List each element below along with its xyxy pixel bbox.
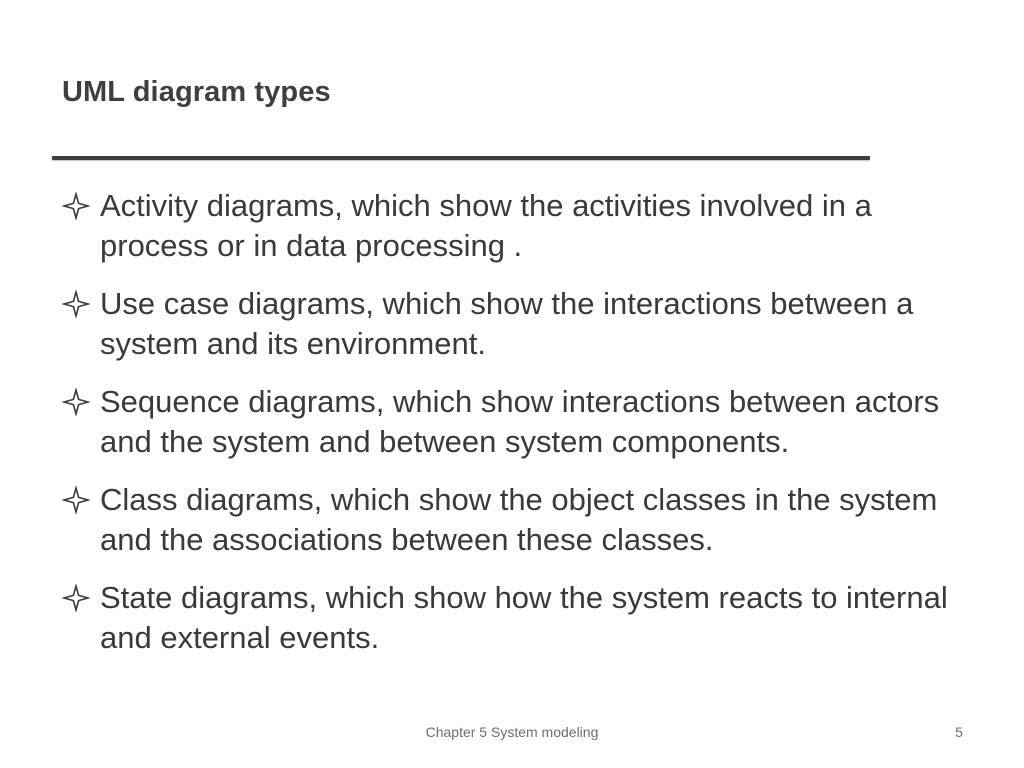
bullet-text: Activity diagrams, which show the activities involved in a process or in data processing . [100,188,872,263]
list-item [62,284,982,364]
four-pointed-star-icon [62,486,90,514]
four-pointed-star-icon [62,388,90,416]
slide-title: UML diagram types [62,76,331,108]
bullet-text: Use case diagrams, which show the interactions between a system and its environment. [100,286,914,361]
list-item [62,480,982,560]
bullet-text: Sequence diagrams, which show interactions between actors and the system and between system components. [100,384,940,459]
four-pointed-star-icon [62,192,90,220]
list-item [62,578,982,658]
title-underline [52,156,870,160]
four-pointed-star-icon [62,584,90,612]
four-pointed-star-icon [62,290,90,318]
page-number: 5 [955,724,963,740]
bullet-text: State diagrams, which show how the system reacts to internal and external events. [100,580,948,655]
list-item [62,382,982,462]
bullet-list [62,186,982,676]
slide-footer: Chapter 5 System modeling [425,724,599,740]
list-item [62,186,982,266]
bullet-text: Class diagrams, which show the object classes in the system and the associations between these classes. [100,482,938,557]
